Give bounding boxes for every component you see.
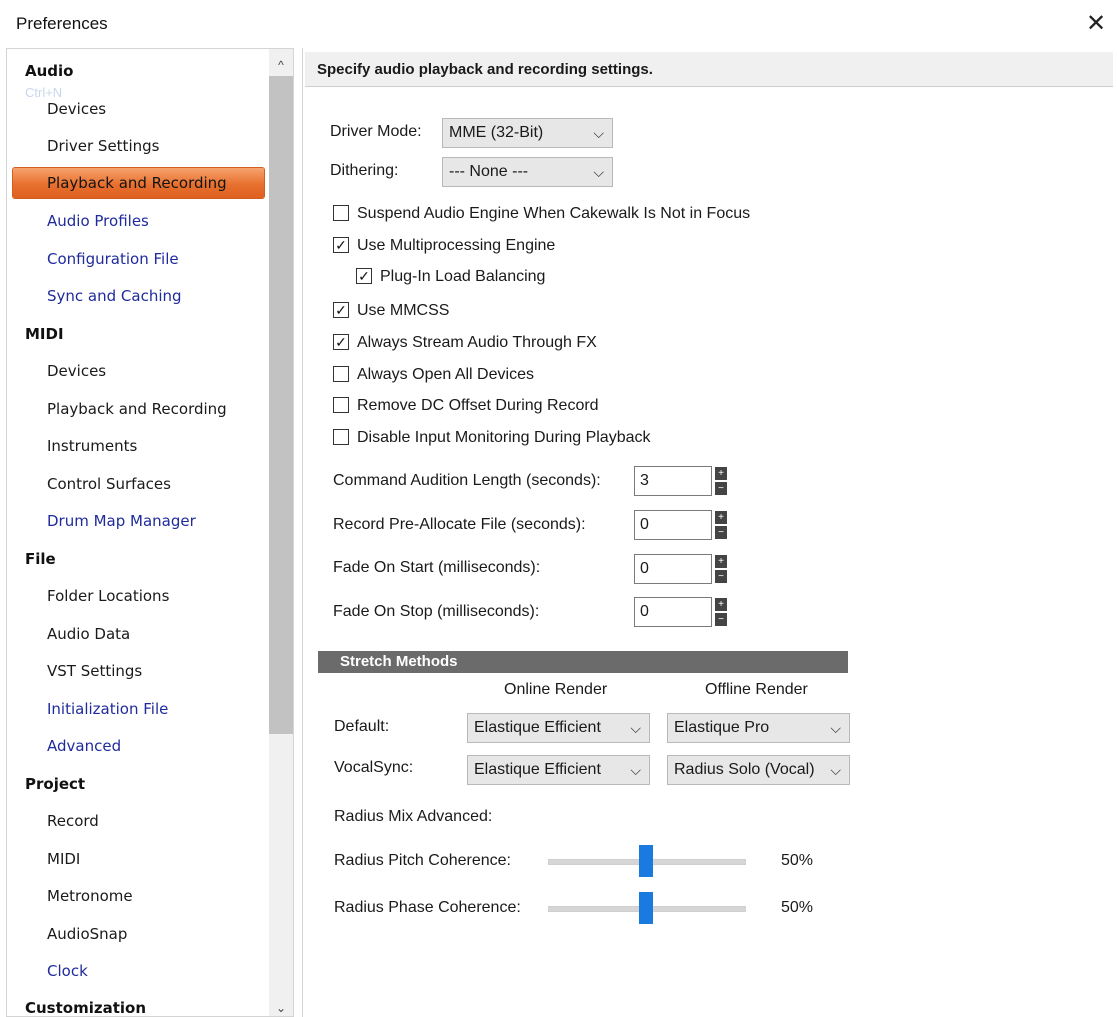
spin-up-icon[interactable]: + [715,598,727,611]
checkbox-label: Always Stream Audio Through FX [357,334,597,351]
tree-item-instruments[interactable]: Instruments [47,437,138,455]
stretch-methods-header: Stretch Methods [318,651,848,673]
checkbox-label: Use Multiprocessing Engine [357,237,556,254]
checkmark-icon[interactable]: ✓ [333,302,349,318]
command-audition-spinner[interactable] [715,467,727,495]
spin-up-icon[interactable]: + [715,555,727,568]
tree-item-control-surfaces[interactable]: Control Surfaces [47,475,171,493]
dithering-label: Dithering: [330,162,399,179]
vocalsync-offline-value: Radius Solo (Vocal) [674,761,815,778]
tree-category-audio[interactable]: Audio [25,62,74,80]
tree-item-audio-data[interactable]: Audio Data [47,625,131,643]
tree-scrollbar-thumb[interactable] [269,76,293,734]
chevron-down-icon: ⌵ [630,720,641,736]
tree-item-metronome[interactable]: Metronome [47,887,133,905]
tree-item-sync-caching[interactable]: Sync and Caching [47,287,182,305]
checkbox-label: Use MMCSS [357,302,450,319]
checkmark-icon[interactable]: ✓ [333,334,349,350]
tree-item-initialization-file[interactable]: Initialization File [47,700,169,718]
fade-on-stop-input[interactable]: 0 [634,597,712,627]
fade-on-stop-spinner[interactable] [715,598,727,626]
checkbox-label: Suspend Audio Engine When Cakewalk Is Not in Focus [357,205,751,222]
chevron-down-icon: ⌵ [593,164,604,180]
spin-down-icon[interactable]: − [715,526,727,539]
radius-pitch-slider-thumb[interactable] [639,845,653,877]
checkbox-label: Plug-In Load Balancing [380,268,546,285]
default-offline-select[interactable] [667,713,850,743]
tree-category-project[interactable]: Project [25,775,86,793]
tree-item-clock[interactable]: Clock [47,962,88,980]
default-online-select[interactable] [467,713,650,743]
record-preallocate-spinner[interactable] [715,511,727,539]
spin-down-icon[interactable]: − [715,570,727,583]
fade-on-start-spinner[interactable] [715,555,727,583]
spin-down-icon[interactable]: − [715,613,727,626]
checkbox-label: Always Open All Devices [357,366,534,383]
checkbox-label: Disable Input Monitoring During Playback [357,429,651,446]
tree-item-drum-map-manager[interactable]: Drum Map Manager [47,512,196,530]
tree-item-audiosnap[interactable]: AudioSnap [47,925,128,943]
default-label: Default: [334,718,390,735]
ghost-text: Ctrl+N [25,85,63,100]
fade-on-start-label: Fade On Start (milliseconds): [333,559,541,576]
tree-item-audio-playback-recording[interactable]: Playback and Recording [13,168,264,198]
dithering-select[interactable] [442,157,613,187]
vocalsync-online-value: Elastique Efficient [474,761,601,778]
spin-up-icon[interactable]: + [715,511,727,524]
checkbox-label: Remove DC Offset During Record [357,397,599,414]
radius-phase-slider-thumb[interactable] [639,892,653,924]
offline-render-header: Offline Render [705,681,808,698]
tree-item-driver-settings[interactable]: Driver Settings [47,137,160,155]
tree-category-midi[interactable]: MIDI [25,325,64,343]
driver-mode-value: MME (32-Bit) [449,124,544,141]
chevron-down-icon: ⌵ [830,762,841,778]
default-online-value: Elastique Efficient [474,719,601,736]
dithering-value: --- None --- [449,163,529,180]
preferences-tree[interactable] [6,48,294,1017]
tree-item-folder-locations[interactable]: Folder Locations [47,587,170,605]
scroll-up-icon[interactable]: ^ [278,58,284,72]
window-title: Preferences [16,14,108,33]
checkmark-icon[interactable]: ✓ [333,237,349,253]
radius-phase-value: 50% [781,899,814,916]
tree-category-customization[interactable]: Customization [25,999,147,1017]
tree-item-midi-playback-recording[interactable]: Playback and Recording [47,400,227,418]
record-preallocate-label: Record Pre-Allocate File (seconds): [333,516,586,533]
radius-pitch-value: 50% [781,852,814,869]
fade-on-start-input[interactable]: 0 [634,554,712,584]
tree-item-vst-settings[interactable]: VST Settings [47,662,143,680]
close-icon[interactable]: ✕ [1085,10,1107,37]
vocalsync-label: VocalSync: [334,759,414,776]
checkbox-box[interactable] [333,429,349,445]
vocalsync-online-select[interactable] [467,755,650,785]
chevron-down-icon: ⌵ [830,720,841,736]
spin-up-icon[interactable]: + [715,467,727,480]
vocalsync-offline-select[interactable] [667,755,850,785]
tree-item-midi-devices[interactable]: Devices [47,362,107,380]
checkmark-icon[interactable]: ✓ [356,268,372,284]
default-offline-value: Elastique Pro [674,719,770,736]
tree-item-configuration-file[interactable]: Configuration File [47,250,179,268]
fade-on-stop-label: Fade On Stop (milliseconds): [333,603,540,620]
panel-header: Specify audio playback and recording settings. [305,52,1113,87]
checkbox-box[interactable] [333,397,349,413]
spin-down-icon[interactable]: − [715,482,727,495]
checkbox-box[interactable] [333,205,349,221]
chevron-down-icon: ⌵ [593,125,604,141]
driver-mode-label: Driver Mode: [330,123,422,140]
command-audition-input[interactable]: 3 [634,466,712,496]
radius-mix-title: Radius Mix Advanced: [334,808,493,825]
tree-item-audio-profiles[interactable]: Audio Profiles [47,212,149,230]
tree-item-project-midi[interactable]: MIDI [47,850,81,868]
radius-phase-label: Radius Phase Coherence: [334,899,521,916]
tree-item-record[interactable]: Record [47,812,99,830]
title-bar [0,0,1118,48]
chevron-down-icon: ⌵ [630,762,641,778]
scroll-down-icon[interactable]: ⌄ [275,1001,287,1015]
tree-item-audio-devices[interactable]: Devices [47,100,107,118]
driver-mode-select[interactable] [442,118,613,148]
tree-category-file[interactable]: File [25,550,56,568]
command-audition-label: Command Audition Length (seconds): [333,472,601,489]
record-preallocate-input[interactable]: 0 [634,510,712,540]
radius-pitch-label: Radius Pitch Coherence: [334,852,511,869]
online-render-header: Online Render [504,681,608,698]
checkbox-box[interactable] [333,366,349,382]
tree-item-advanced[interactable]: Advanced [47,737,122,755]
